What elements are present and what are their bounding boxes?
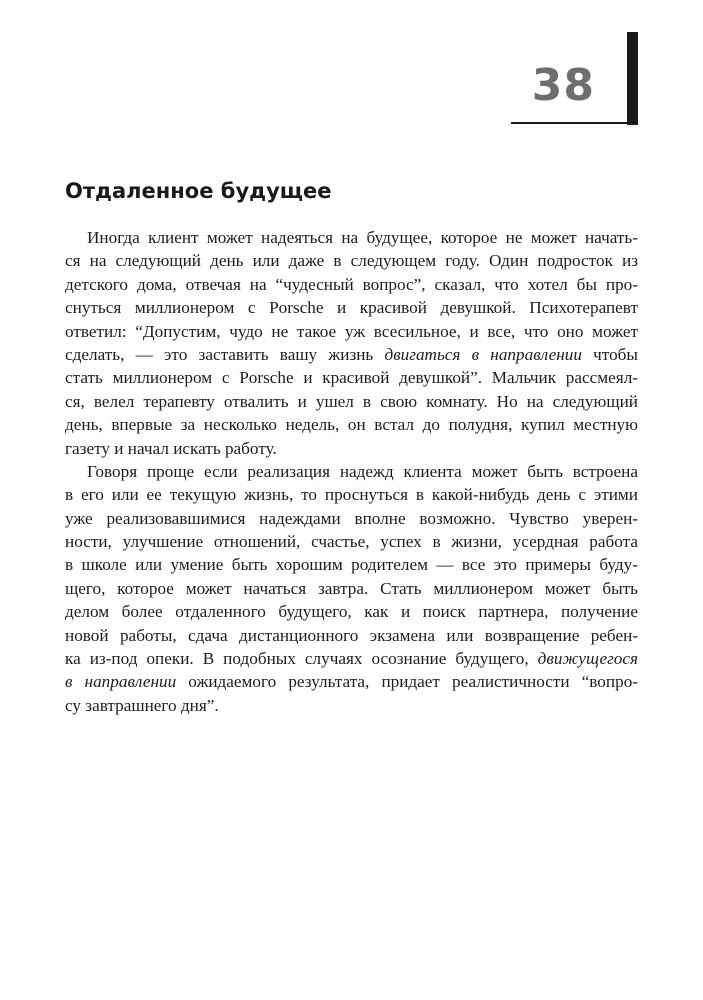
italic-text: движущегося — [537, 649, 638, 669]
text-segment: снуться миллионером с Porsche и красивой девушкой. Психотерапевт — [65, 298, 638, 318]
text-line — [65, 296, 638, 319]
italic-text: в направлении — [65, 672, 177, 692]
text-segment: Говоря проще если реализация надежд клиента может быть встроена — [87, 461, 638, 481]
text-segment: су завтрашнего дня”. — [65, 695, 219, 715]
text-segment: Иногда клиент может надеяться на будущее, которое не может начать- — [87, 228, 638, 247]
chapter-number: 38 — [531, 60, 595, 111]
text-line — [65, 600, 638, 623]
text-line — [65, 507, 638, 530]
text-line — [65, 343, 638, 366]
text-line — [65, 577, 638, 600]
text-line — [65, 320, 638, 343]
text-line — [65, 249, 638, 272]
text-line — [65, 437, 638, 460]
section-title: Отдаленное будущее — [65, 179, 332, 203]
text-line — [65, 460, 638, 483]
text-segment: ся, велел терапевту отвалить и ушел в свою комнату. Но на следующий — [65, 391, 638, 411]
text-line — [65, 226, 638, 249]
text-segment: в школе или умение быть хорошим родителем — все это примеры буду- — [65, 555, 638, 575]
paragraph — [65, 226, 638, 460]
text-segment: сделать, — это заставить вашу жизнь — [65, 344, 385, 364]
text-segment: новой работы, сдача дистанционного экзамена или возвращение ребен- — [65, 625, 638, 645]
text-segment: ся на следующий день или даже в следующем году. Один подросток из — [65, 251, 638, 271]
text-line — [65, 670, 638, 693]
text-line — [65, 624, 638, 647]
text-segment: делом более отдаленного будущего, как и поиск партнера, получение — [65, 602, 638, 622]
text-line — [65, 694, 638, 717]
text-segment: чтобы — [581, 344, 638, 364]
text-segment: ности, улучшение отношений, счастье, успех в жизни, усердная работа — [65, 532, 638, 552]
text-segment: детского дома, отвечая на “чудесный вопрос”, сказал, что хотел бы про- — [65, 274, 638, 294]
text-line — [65, 390, 638, 413]
text-segment: стать миллионером с Porsche и красивой девушкой”. Мальчик рассмеял- — [65, 368, 638, 388]
italic-text: двигаться в направлении — [384, 344, 582, 364]
text-segment: щего, которое может начаться завтра. Стать миллионером может быть — [65, 578, 638, 598]
text-segment: ожидаемого результата, придает реалистичности “вопро- — [176, 672, 639, 692]
text-segment: уже реализовавшимися надеждами вполне возможно. Чувство уверен- — [65, 508, 638, 528]
text-segment: день, впервые за несколько недель, он встал до полудня, купил местную — [65, 415, 638, 435]
text-line — [65, 483, 638, 506]
body-text — [65, 226, 638, 717]
text-segment: газету и начал искать работу. — [65, 438, 277, 458]
text-line — [65, 647, 638, 670]
text-segment: в его или ее текущую жизнь, то проснуться в какой-нибудь день с этими — [65, 485, 638, 505]
chapter-underline-rule — [511, 122, 638, 124]
text-line — [65, 273, 638, 296]
text-line — [65, 530, 638, 553]
paragraph — [65, 460, 638, 717]
text-line — [65, 366, 638, 389]
text-line — [65, 413, 638, 436]
text-line — [65, 553, 638, 576]
text-segment: ответил: “Допустим, чудо не такое уж всесильное, и все, что оно может — [65, 321, 638, 341]
text-segment: ка из-под опеки. В подобных случаях осознание будущего, — [65, 649, 538, 669]
chapter-marker-bar — [627, 32, 638, 125]
